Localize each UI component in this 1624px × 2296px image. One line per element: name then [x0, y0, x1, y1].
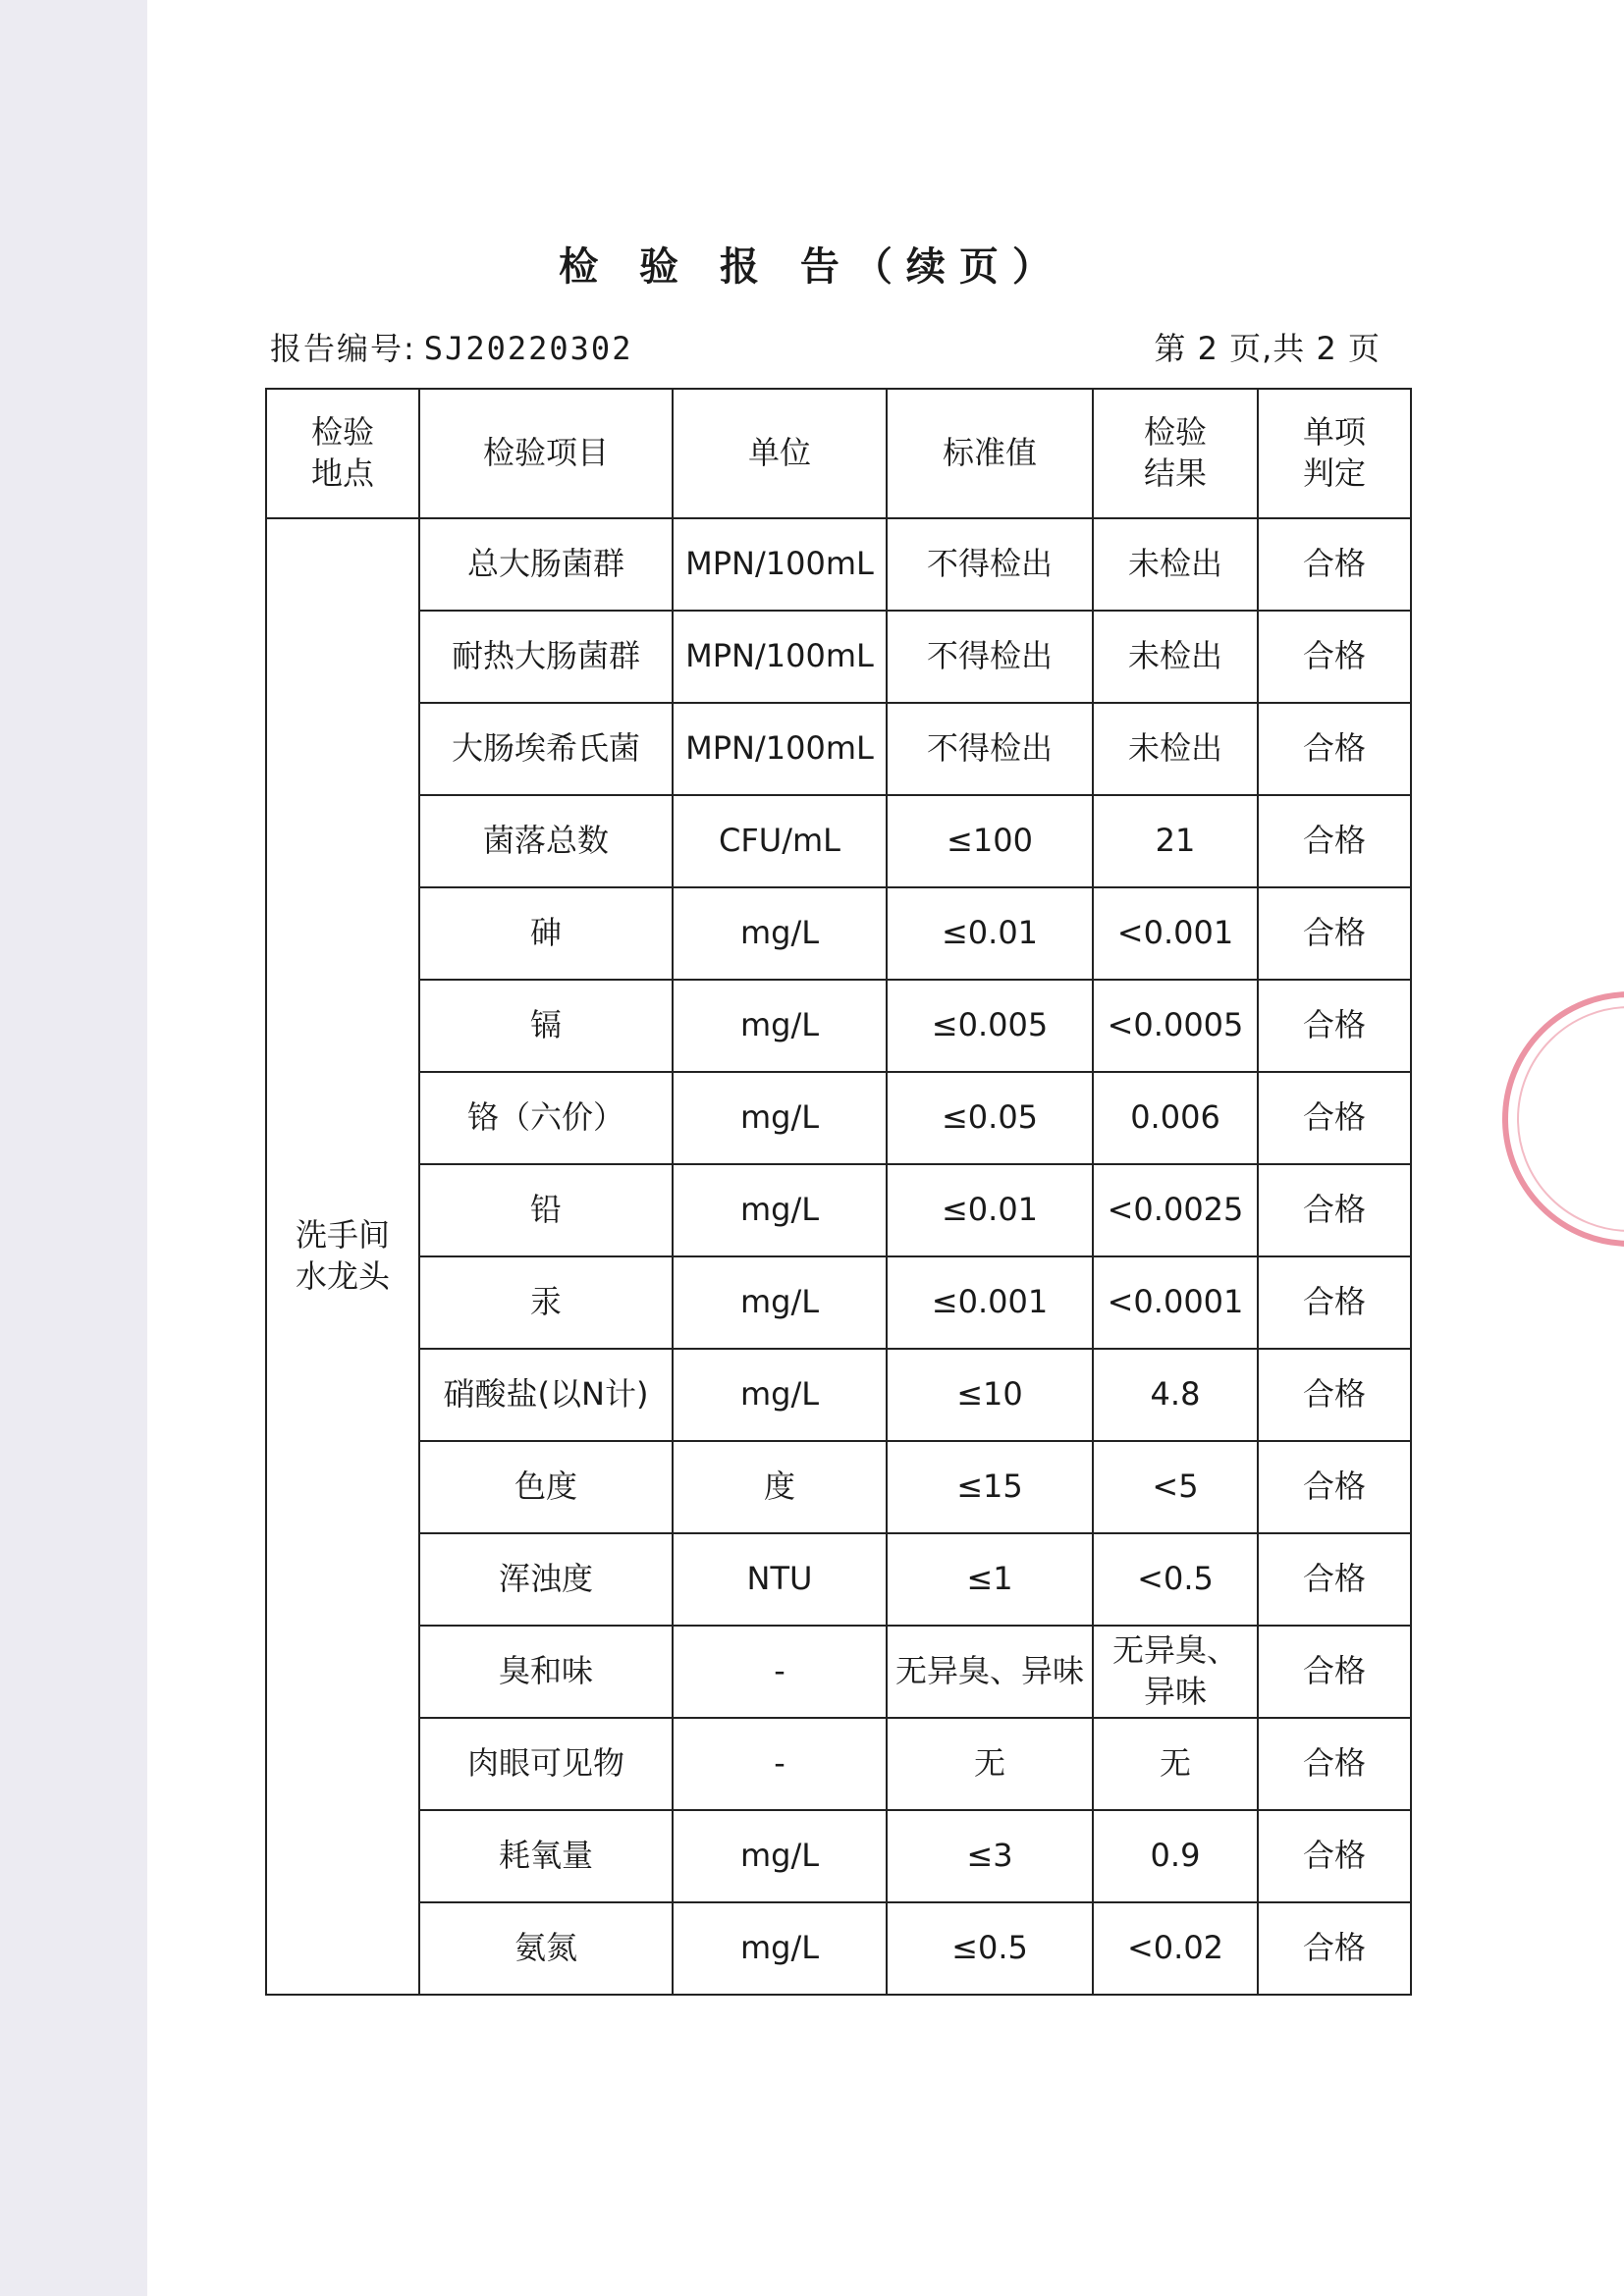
judgement-cell: 合格 — [1258, 611, 1411, 703]
item-cell: 色度 — [419, 1441, 673, 1533]
inspection-table — [265, 388, 1412, 1996]
result-cell: 4.8 — [1093, 1349, 1258, 1441]
report-number-value: SJ20220302 — [423, 330, 633, 367]
item-cell: 浑浊度 — [419, 1533, 673, 1626]
standard-cell: ≤1 — [887, 1533, 1093, 1626]
table-row — [266, 1349, 1411, 1441]
judgement-cell: 合格 — [1258, 795, 1411, 887]
result-cell: 未检出 — [1093, 611, 1258, 703]
table-row — [266, 1164, 1411, 1256]
result-cell: <0.0001 — [1093, 1256, 1258, 1349]
standard-cell: ≤0.001 — [887, 1256, 1093, 1349]
item-cell: 砷 — [419, 887, 673, 980]
header-unit: 单位 — [673, 389, 887, 518]
unit-cell: MPN/100mL — [673, 611, 887, 703]
item-cell: 汞 — [419, 1256, 673, 1349]
judgement-cell: 合格 — [1258, 980, 1411, 1072]
unit-cell: MPN/100mL — [673, 518, 887, 611]
result-cell: <0.001 — [1093, 887, 1258, 980]
page-shadow — [0, 0, 147, 2296]
result-cell: <0.0005 — [1093, 980, 1258, 1072]
table-row — [266, 1902, 1411, 1995]
document-title: 检 验 报 告（续页） — [559, 244, 1065, 290]
result-cell: 未检出 — [1093, 703, 1258, 795]
item-cell: 氨氮 — [419, 1902, 673, 1995]
table-header-row — [266, 389, 1411, 518]
table-body — [266, 518, 1411, 1995]
unit-cell: - — [673, 1718, 887, 1810]
standard-cell: ≤3 — [887, 1810, 1093, 1902]
header-judgement: 单项 判定 — [1258, 389, 1411, 518]
result-cell: 21 — [1093, 795, 1258, 887]
table-row — [266, 1441, 1411, 1533]
item-cell: 耐热大肠菌群 — [419, 611, 673, 703]
judgement-cell: 合格 — [1258, 1164, 1411, 1256]
result-cell: <0.02 — [1093, 1902, 1258, 1995]
result-cell: <0.5 — [1093, 1533, 1258, 1626]
unit-cell: CFU/mL — [673, 795, 887, 887]
location-cell: 洗手间 水龙头 — [266, 518, 419, 1995]
item-cell: 肉眼可见物 — [419, 1718, 673, 1810]
unit-cell: mg/L — [673, 1902, 887, 1995]
item-cell: 铅 — [419, 1164, 673, 1256]
header-result: 检验 结果 — [1093, 389, 1258, 518]
table-row — [266, 518, 1411, 611]
standard-cell: ≤0.005 — [887, 980, 1093, 1072]
standard-cell: 无异臭、异味 — [887, 1626, 1093, 1718]
table-row — [266, 795, 1411, 887]
standard-cell: 无 — [887, 1718, 1093, 1810]
standard-cell: ≤100 — [887, 795, 1093, 887]
result-cell: 0.006 — [1093, 1072, 1258, 1164]
item-cell: 耗氧量 — [419, 1810, 673, 1902]
standard-cell: 不得检出 — [887, 518, 1093, 611]
unit-cell: mg/L — [673, 1164, 887, 1256]
table-row — [266, 980, 1411, 1072]
table-row — [266, 1256, 1411, 1349]
table-row — [266, 1072, 1411, 1164]
judgement-cell: 合格 — [1258, 703, 1411, 795]
standard-cell: ≤0.01 — [887, 887, 1093, 980]
standard-cell: ≤15 — [887, 1441, 1093, 1533]
judgement-cell: 合格 — [1258, 1441, 1411, 1533]
unit-cell: NTU — [673, 1533, 887, 1626]
item-cell: 大肠埃希氏菌 — [419, 703, 673, 795]
standard-cell: 不得检出 — [887, 703, 1093, 795]
standard-cell: ≤0.01 — [887, 1164, 1093, 1256]
unit-cell: MPN/100mL — [673, 703, 887, 795]
table-row — [266, 1626, 1411, 1718]
standard-cell: 不得检出 — [887, 611, 1093, 703]
item-cell: 铬（六价） — [419, 1072, 673, 1164]
result-cell: 未检出 — [1093, 518, 1258, 611]
item-cell: 总大肠菌群 — [419, 518, 673, 611]
result-cell: <5 — [1093, 1441, 1258, 1533]
unit-cell: - — [673, 1626, 887, 1718]
header-location: 检验 地点 — [266, 389, 419, 518]
table-row — [266, 1718, 1411, 1810]
result-cell: <0.0025 — [1093, 1164, 1258, 1256]
table-row — [266, 1810, 1411, 1902]
item-cell: 硝酸盐(以N计) — [419, 1349, 673, 1441]
header-standard: 标准值 — [887, 389, 1093, 518]
report-number-label: 报告编号: — [270, 330, 416, 367]
judgement-cell: 合格 — [1258, 1256, 1411, 1349]
unit-cell: mg/L — [673, 1810, 887, 1902]
standard-cell: ≤10 — [887, 1349, 1093, 1441]
table-row — [266, 703, 1411, 795]
judgement-cell: 合格 — [1258, 1349, 1411, 1441]
page-info: 第 2 页,共 2 页 — [1154, 330, 1380, 367]
item-cell: 镉 — [419, 980, 673, 1072]
unit-cell: mg/L — [673, 887, 887, 980]
unit-cell: 度 — [673, 1441, 887, 1533]
item-cell: 臭和味 — [419, 1626, 673, 1718]
standard-cell: ≤0.5 — [887, 1902, 1093, 1995]
judgement-cell: 合格 — [1258, 1902, 1411, 1995]
table-row — [266, 1533, 1411, 1626]
judgement-cell: 合格 — [1258, 1626, 1411, 1718]
result-cell: 无异臭、 异味 — [1093, 1626, 1258, 1718]
header-item: 检验项目 — [419, 389, 673, 518]
unit-cell: mg/L — [673, 1349, 887, 1441]
unit-cell: mg/L — [673, 1256, 887, 1349]
standard-cell: ≤0.05 — [887, 1072, 1093, 1164]
unit-cell: mg/L — [673, 980, 887, 1072]
item-cell: 菌落总数 — [419, 795, 673, 887]
judgement-cell: 合格 — [1258, 518, 1411, 611]
judgement-cell: 合格 — [1258, 1072, 1411, 1164]
table-row — [266, 887, 1411, 980]
unit-cell: mg/L — [673, 1072, 887, 1164]
result-cell: 无 — [1093, 1718, 1258, 1810]
result-cell: 0.9 — [1093, 1810, 1258, 1902]
judgement-cell: 合格 — [1258, 887, 1411, 980]
report-number-line — [270, 324, 632, 369]
judgement-cell: 合格 — [1258, 1810, 1411, 1902]
table-row — [266, 611, 1411, 703]
judgement-cell: 合格 — [1258, 1718, 1411, 1810]
judgement-cell: 合格 — [1258, 1533, 1411, 1626]
